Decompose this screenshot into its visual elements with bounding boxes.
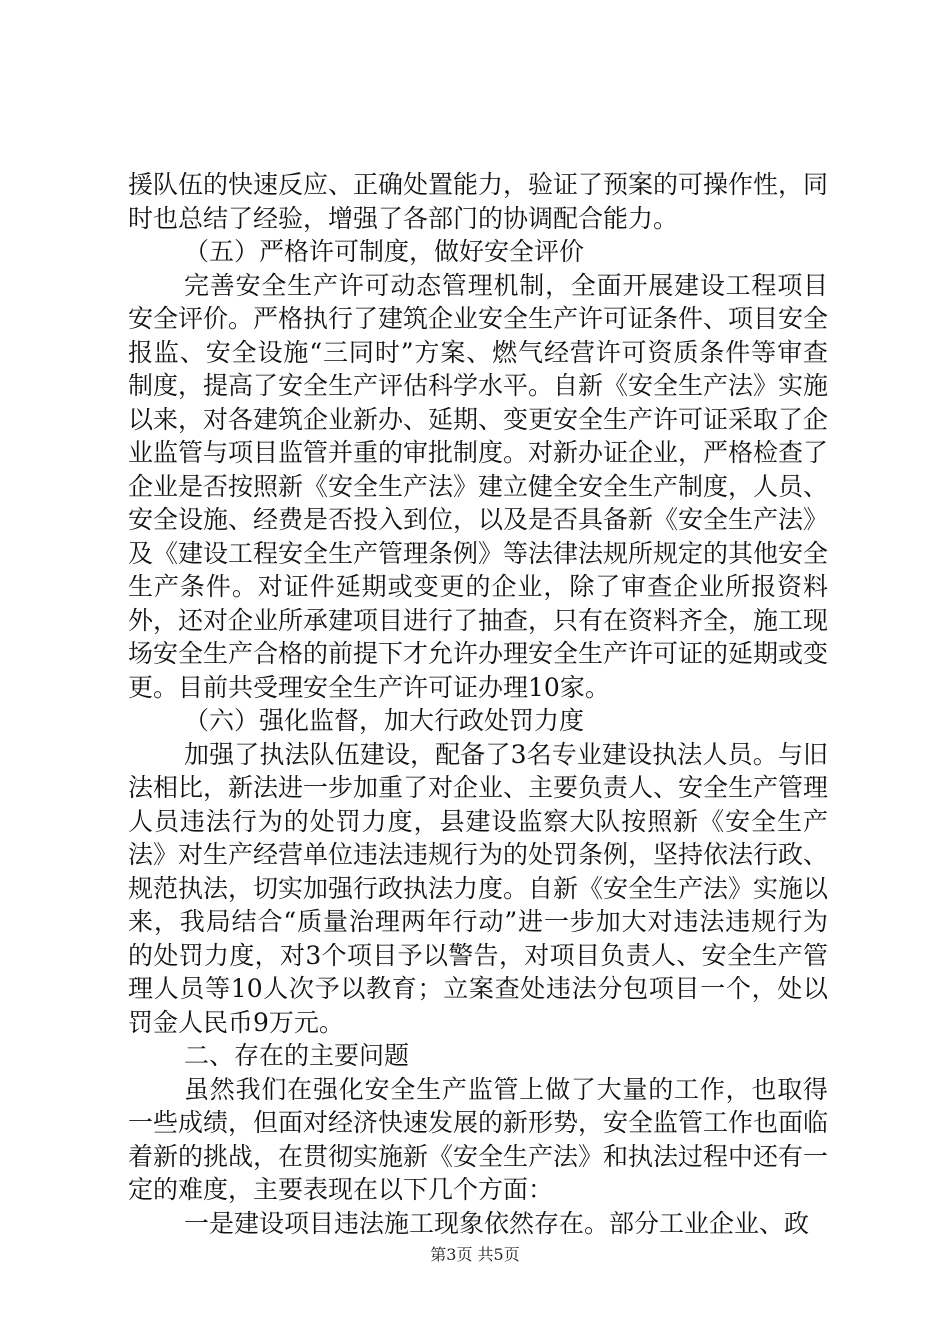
paragraph-problem-1: 一是建设项目违法施工现象依然存在。部分工业企业、政 xyxy=(184,1208,810,1238)
section-heading-problems: 二、存在的主要问题 xyxy=(184,1041,410,1070)
paragraph-continuation: 援队伍的快速反应、正确处置能力，验证了预案的可操作性，同时也总结了经验，增强了各部门的协调配合能力。 xyxy=(128,170,829,233)
section-heading-5: （五）严格许可制度，做好安全评价 xyxy=(184,237,585,266)
paragraph-challenges: 虽然我们在强化安全生产监管上做了大量的工作，也取得一些成绩，但面对经济快速发展的新形势，安全监管工作也面临着新的挑战，在贯彻实施新《安全生产法》和执法过程中还有一定的难度，主要表现在以下几个方面： xyxy=(128,1074,829,1204)
paragraph-licensing: 完善安全生产许可动态管理机制，全面开展建设工程项目安全评价。严格执行了建筑企业安全生产许可证条件、项目安全报监、安全设施“三同时”方案、燃气经营许可资质条件等审查制度，提高了安全生产评估科学水平。自新《安全生产法》实施以来，对各建筑企业新办、延期、变更安全生产许可证采取了企业监管与项目监管并重的审批制度。对新办证企业，严格检查了企业是否按照新《安全生产法》建立健全安全生产制度，人员、安全设施、经费是否投入到位，以及是否具备新《安全生产法》及《建设工程安全生产管理条例》等法律法规所规定的其他安全生产条件。对证件延期或变更的企业，除了审查企业所报资料外，还对企业所承建项目进行了抽查，只有在资料齐全，施工现场安全生产合格的前提下才允许办理安全生产许可证的延期或变更。目前共受理安全生产许可证办理10家。 xyxy=(128,270,829,702)
page-number-footer: 第3页 共5页 xyxy=(430,1245,520,1264)
document-body xyxy=(128,168,828,1240)
paragraph-enforcement: 加强了执法队伍建设，配备了3名专业建设执法人员。与旧法相比，新法进一步加重了对企业、主要负责人、安全生产管理人员违法行为的处罚力度，县建设监察大队按照新《安全生产法》对生产经营单位违法违规行为的处罚条例，坚持依法行政、规范执法，切实加强行政执法力度。自新《安全生产法》实施以来，我局结合“质量治理两年行动”进一步加大对违法违规行为的处罚力度，对3个项目予以警告，对项目负责人、安全生产管理人员等10人次予以教育；立案查处违法分包项目一个，处以罚金人民币9万元。 xyxy=(128,739,829,1037)
section-heading-6: （六）强化监督，加大行政处罚力度 xyxy=(184,706,585,735)
